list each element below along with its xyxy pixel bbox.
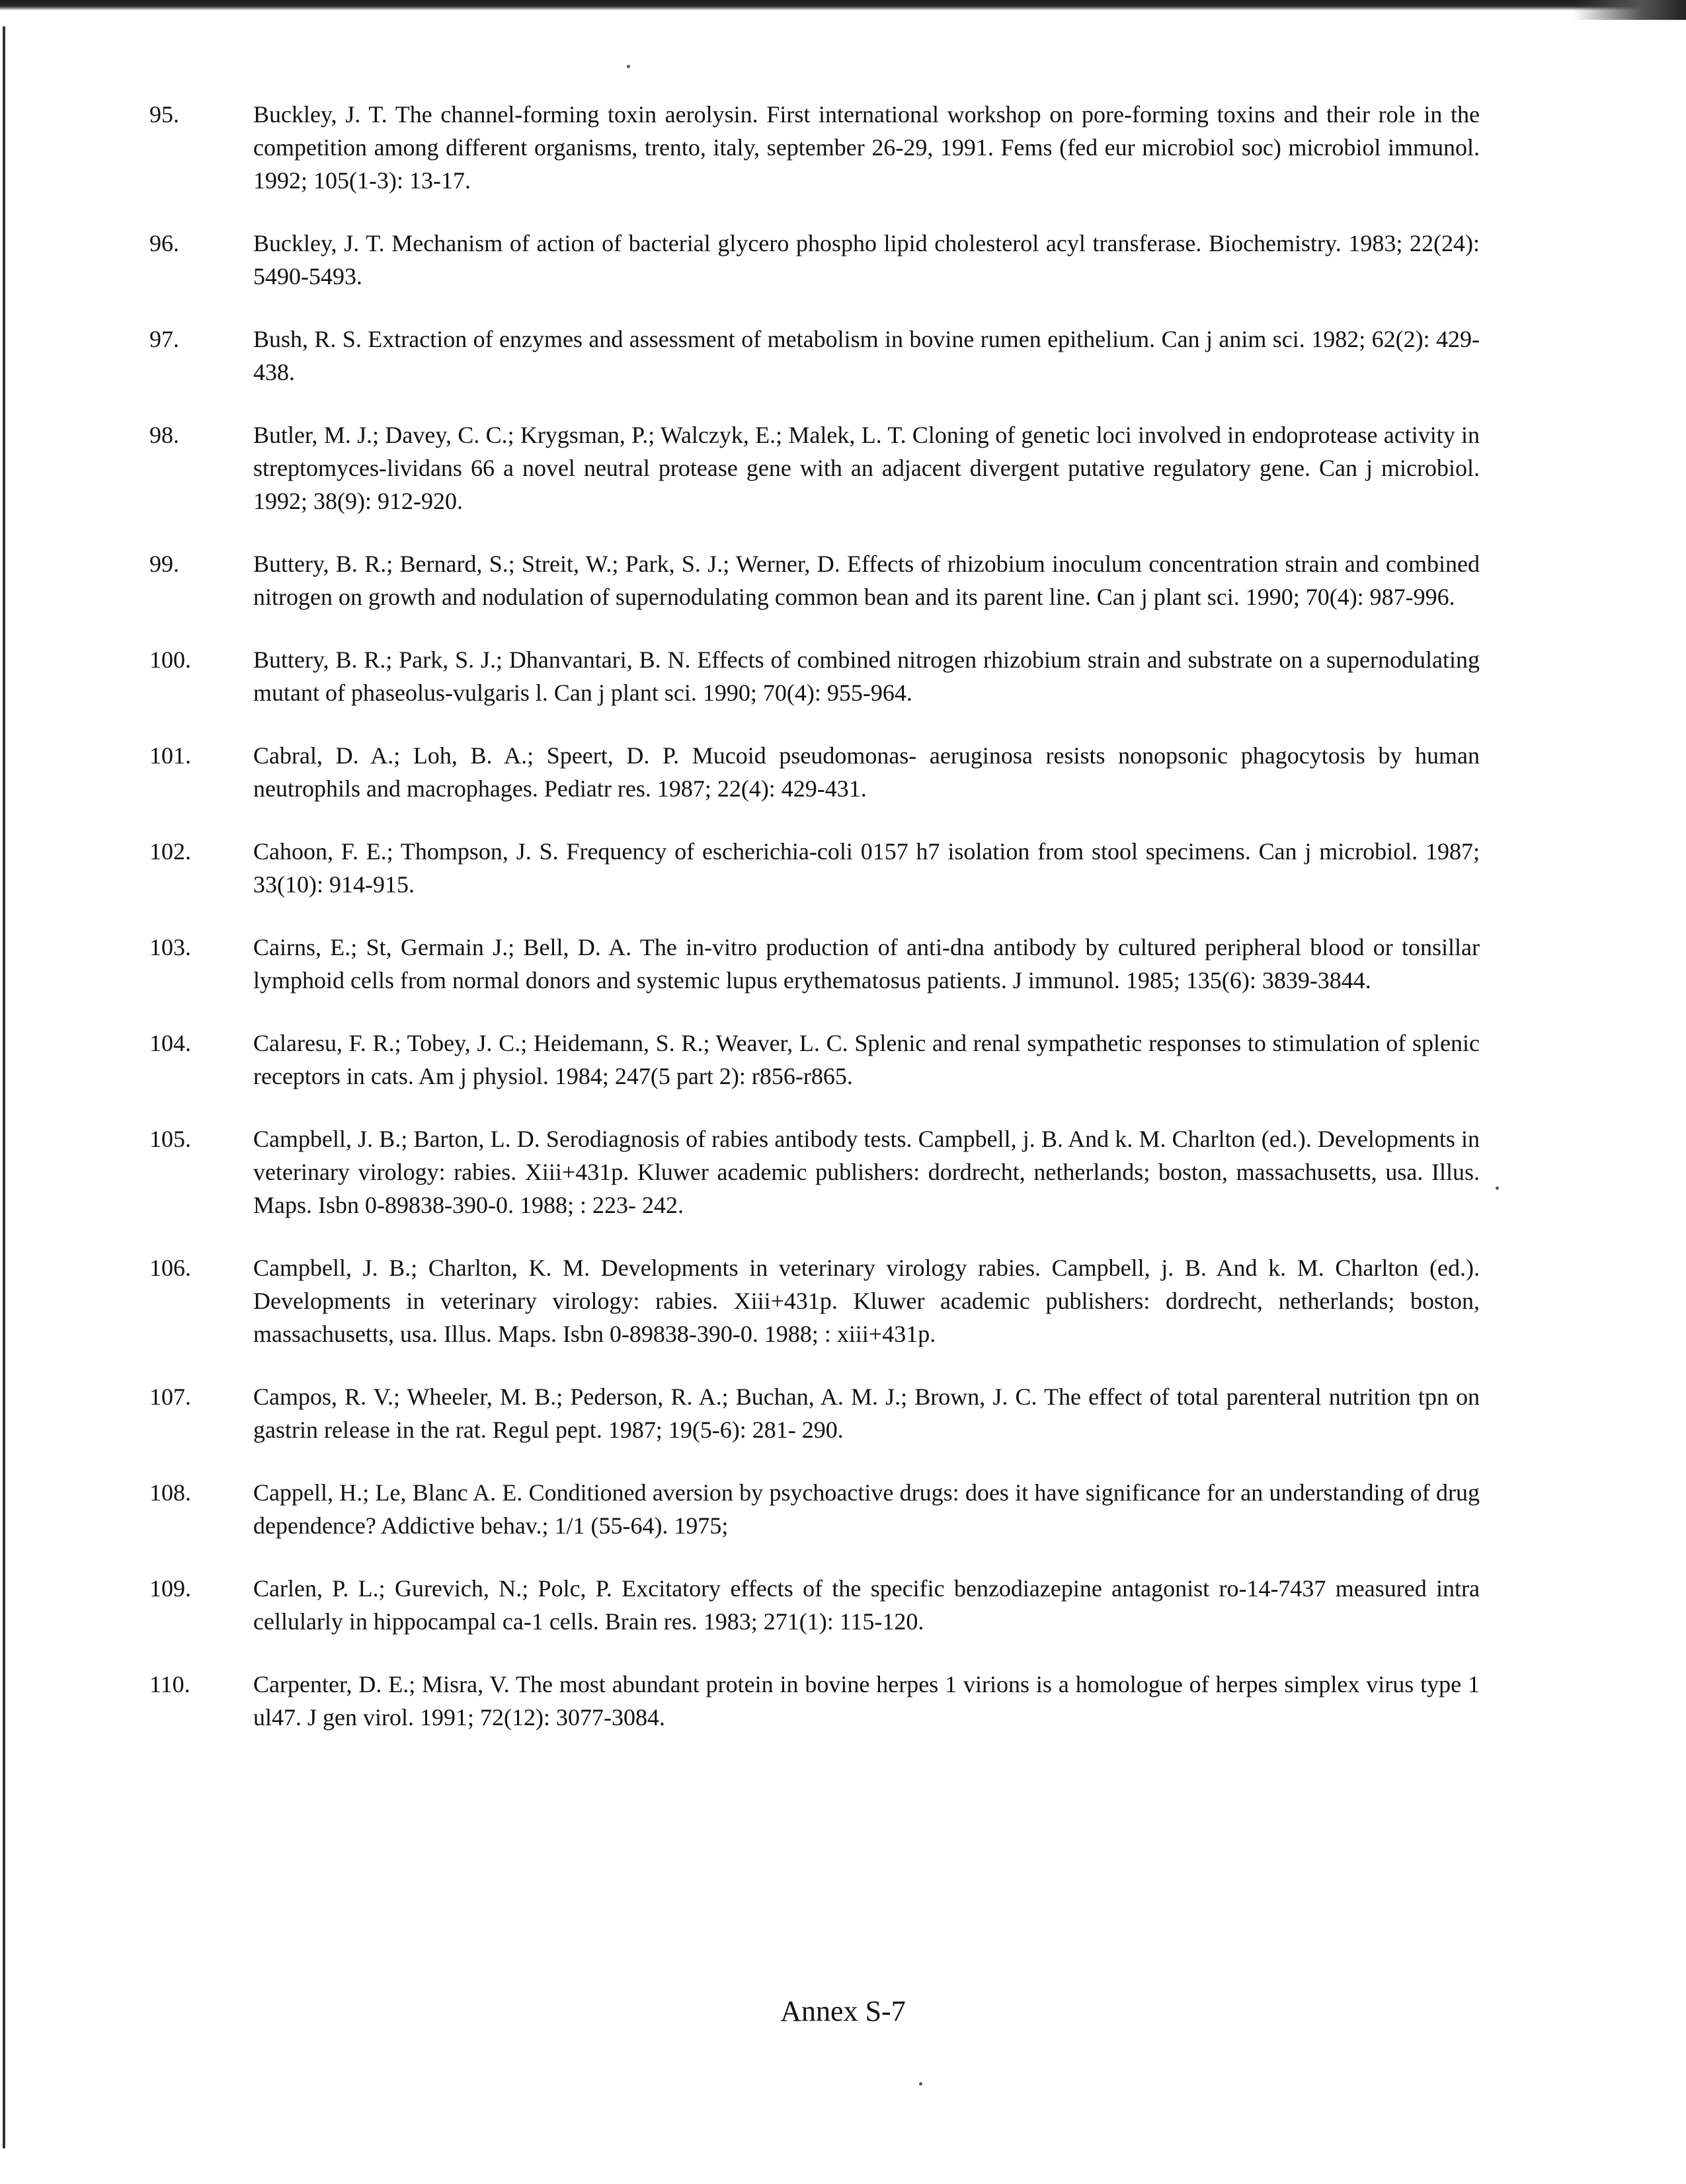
- reference-entry: [149, 418, 1480, 518]
- reference-entry: [149, 323, 1480, 389]
- reference-text: Cairns, E.; St, Germain J.; Bell, D. A. The in-vitro production of anti-dna antibody by cultured peripheral blood or tonsillar lymphoid cells from normal donors and systemic lupus erythematosus patients. J immunol. 1985; 135(6): 3839-3844.: [253, 934, 1480, 994]
- reference-entry: [149, 98, 1480, 197]
- reference-number: 101.: [149, 742, 191, 769]
- reference-entry: [149, 1122, 1480, 1222]
- reference-text: Campbell, J. B.; Charlton, K. M. Developments in veterinary virology rabies. Campbell, j. B. And k. M. Charlton (ed.). Developments in veterinary virology: rabies. Xiii+431p. Kluwer academic publishers: dordrecht, netherlands; boston, massachusetts, usa. Illus. Maps. Isbn 0-89838-390-0. 1988; : xiii+431p.: [253, 1255, 1480, 1347]
- reference-number: 97.: [149, 326, 179, 352]
- reference-text: Buttery, B. R.; Bernard, S.; Streit, W.; Park, S. J.; Werner, D. Effects of rhizobium inoculum concentration strain and combined nitrogen on growth and nodulation of supernodulating common bean and its parent line. Can j plant sci. 1990; 70(4): 987-996.: [253, 551, 1480, 610]
- reference-number: 95.: [149, 101, 179, 128]
- reference-number: 96.: [149, 230, 179, 256]
- scan-speck: [1496, 1187, 1499, 1190]
- reference-number: 102.: [149, 838, 191, 865]
- page-label: Annex S-7: [780, 1995, 906, 2027]
- scan-top-edge: [0, 0, 1686, 11]
- reference-entry: [149, 1380, 1480, 1446]
- reference-entry: [149, 1027, 1480, 1093]
- reference-entry: [149, 547, 1480, 613]
- scan-top-right-shadow: [1574, 0, 1686, 20]
- reference-number: 98.: [149, 422, 179, 448]
- reference-number: 108.: [149, 1479, 191, 1506]
- reference-text: Butler, M. J.; Davey, C. C.; Krygsman, P.; Walczyk, E.; Malek, L. T. Cloning of genetic loci involved in endoprotease activity in streptomyces-lividans 66 a novel neutral protease gene with an adjacent divergent putative regulatory gene. Can j microbiol. 1992; 38(9): 912-920.: [253, 422, 1480, 514]
- reference-entry: [149, 835, 1480, 901]
- reference-number: 109.: [149, 1575, 191, 1602]
- reference-text: Cahoon, F. E.; Thompson, J. S. Frequency of escherichia-coli 0157 h7 isolation from stool specimens. Can j microbiol. 1987; 33(10): 914-915.: [253, 838, 1480, 898]
- reference-number: 107.: [149, 1384, 191, 1410]
- reference-list: [149, 98, 1480, 1764]
- scan-speck: [627, 65, 630, 68]
- reference-text: Cappell, H.; Le, Blanc A. E. Conditioned aversion by psychoactive drugs: does it have significance for an understanding of drug dependence? Addictive behav.; 1/1 (55-64). 1975;: [253, 1479, 1480, 1539]
- reference-number: 99.: [149, 551, 179, 577]
- reference-number: 106.: [149, 1255, 191, 1281]
- reference-text: Campos, R. V.; Wheeler, M. B.; Pederson, R. A.; Buchan, A. M. J.; Brown, J. C. The effect of total parenteral nutrition tpn on gastrin release in the rat. Regul pept. 1987; 19(5-6): 281- 290.: [253, 1384, 1480, 1443]
- reference-text: Buckley, J. T. Mechanism of action of bacterial glycero phospho lipid cholesterol acyl transferase. Biochemistry. 1983; 22(24): 5490-5493.: [253, 230, 1480, 290]
- scan-left-edge: [3, 26, 5, 2148]
- reference-entry: [149, 1668, 1480, 1734]
- reference-entry: [149, 739, 1480, 805]
- reference-text: Campbell, J. B.; Barton, L. D. Serodiagnosis of rabies antibody tests. Campbell, j. B. And k. M. Charlton (ed.). Developments in veterinary virology: rabies. Xiii+431p. Kluwer academic publishers: dordrecht, netherlands; boston, massachusetts, usa. Illus. Maps. Isbn 0-89838-390-0. 1988; : 223- 242.: [253, 1126, 1480, 1218]
- reference-entry: [149, 1476, 1480, 1542]
- reference-text: Calaresu, F. R.; Tobey, J. C.; Heidemann, S. R.; Weaver, L. C. Splenic and renal sympathetic responses to stimulation of splenic receptors in cats. Am j physiol. 1984; 247(5 part 2): r856-r865.: [253, 1030, 1480, 1089]
- reference-number: 103.: [149, 934, 191, 960]
- reference-entry: [149, 931, 1480, 997]
- page-footer: [0, 1993, 1686, 2030]
- reference-text: Bush, R. S. Extraction of enzymes and assessment of metabolism in bovine rumen epithelium. Can j anim sci. 1982; 62(2): 429-438.: [253, 326, 1480, 385]
- reference-entry: [149, 1251, 1480, 1350]
- reference-text: Buttery, B. R.; Park, S. J.; Dhanvantari, B. N. Effects of combined nitrogen rhizobium strain and substrate on a supernodulating mutant of phaseolus-vulgaris l. Can j plant sci. 1990; 70(4): 955-964.: [253, 646, 1480, 706]
- reference-text: Cabral, D. A.; Loh, B. A.; Speert, D. P. Mucoid pseudomonas- aeruginosa resists nonopsonic phagocytosis by human neutrophils and macrophages. Pediatr res. 1987; 22(4): 429-431.: [253, 742, 1480, 802]
- reference-text: Carlen, P. L.; Gurevich, N.; Polc, P. Excitatory effects of the specific benzodiazepine antagonist ro-14-7437 measured intra cellularly in hippocampal ca-1 cells. Brain res. 1983; 271(1): 115-120.: [253, 1575, 1480, 1635]
- reference-number: 105.: [149, 1126, 191, 1152]
- scan-speck: [919, 2082, 922, 2086]
- reference-text: Buckley, J. T. The channel-forming toxin aerolysin. First international workshop on pore-forming toxins and their role in the competition among different organisms, trento, italy, september 26-29, 1991. Fems (fed eur microbiol soc) microbiol immunol. 1992; 105(1-3): 13-17.: [253, 101, 1480, 194]
- reference-number: 100.: [149, 646, 191, 673]
- reference-text: Carpenter, D. E.; Misra, V. The most abundant protein in bovine herpes 1 virions is a homologue of herpes simplex virus type 1 ul47. J gen virol. 1991; 72(12): 3077-3084.: [253, 1671, 1480, 1731]
- reference-entry: [149, 643, 1480, 709]
- reference-entry: [149, 227, 1480, 293]
- reference-number: 110.: [149, 1671, 190, 1697]
- reference-number: 104.: [149, 1030, 191, 1056]
- reference-entry: [149, 1572, 1480, 1638]
